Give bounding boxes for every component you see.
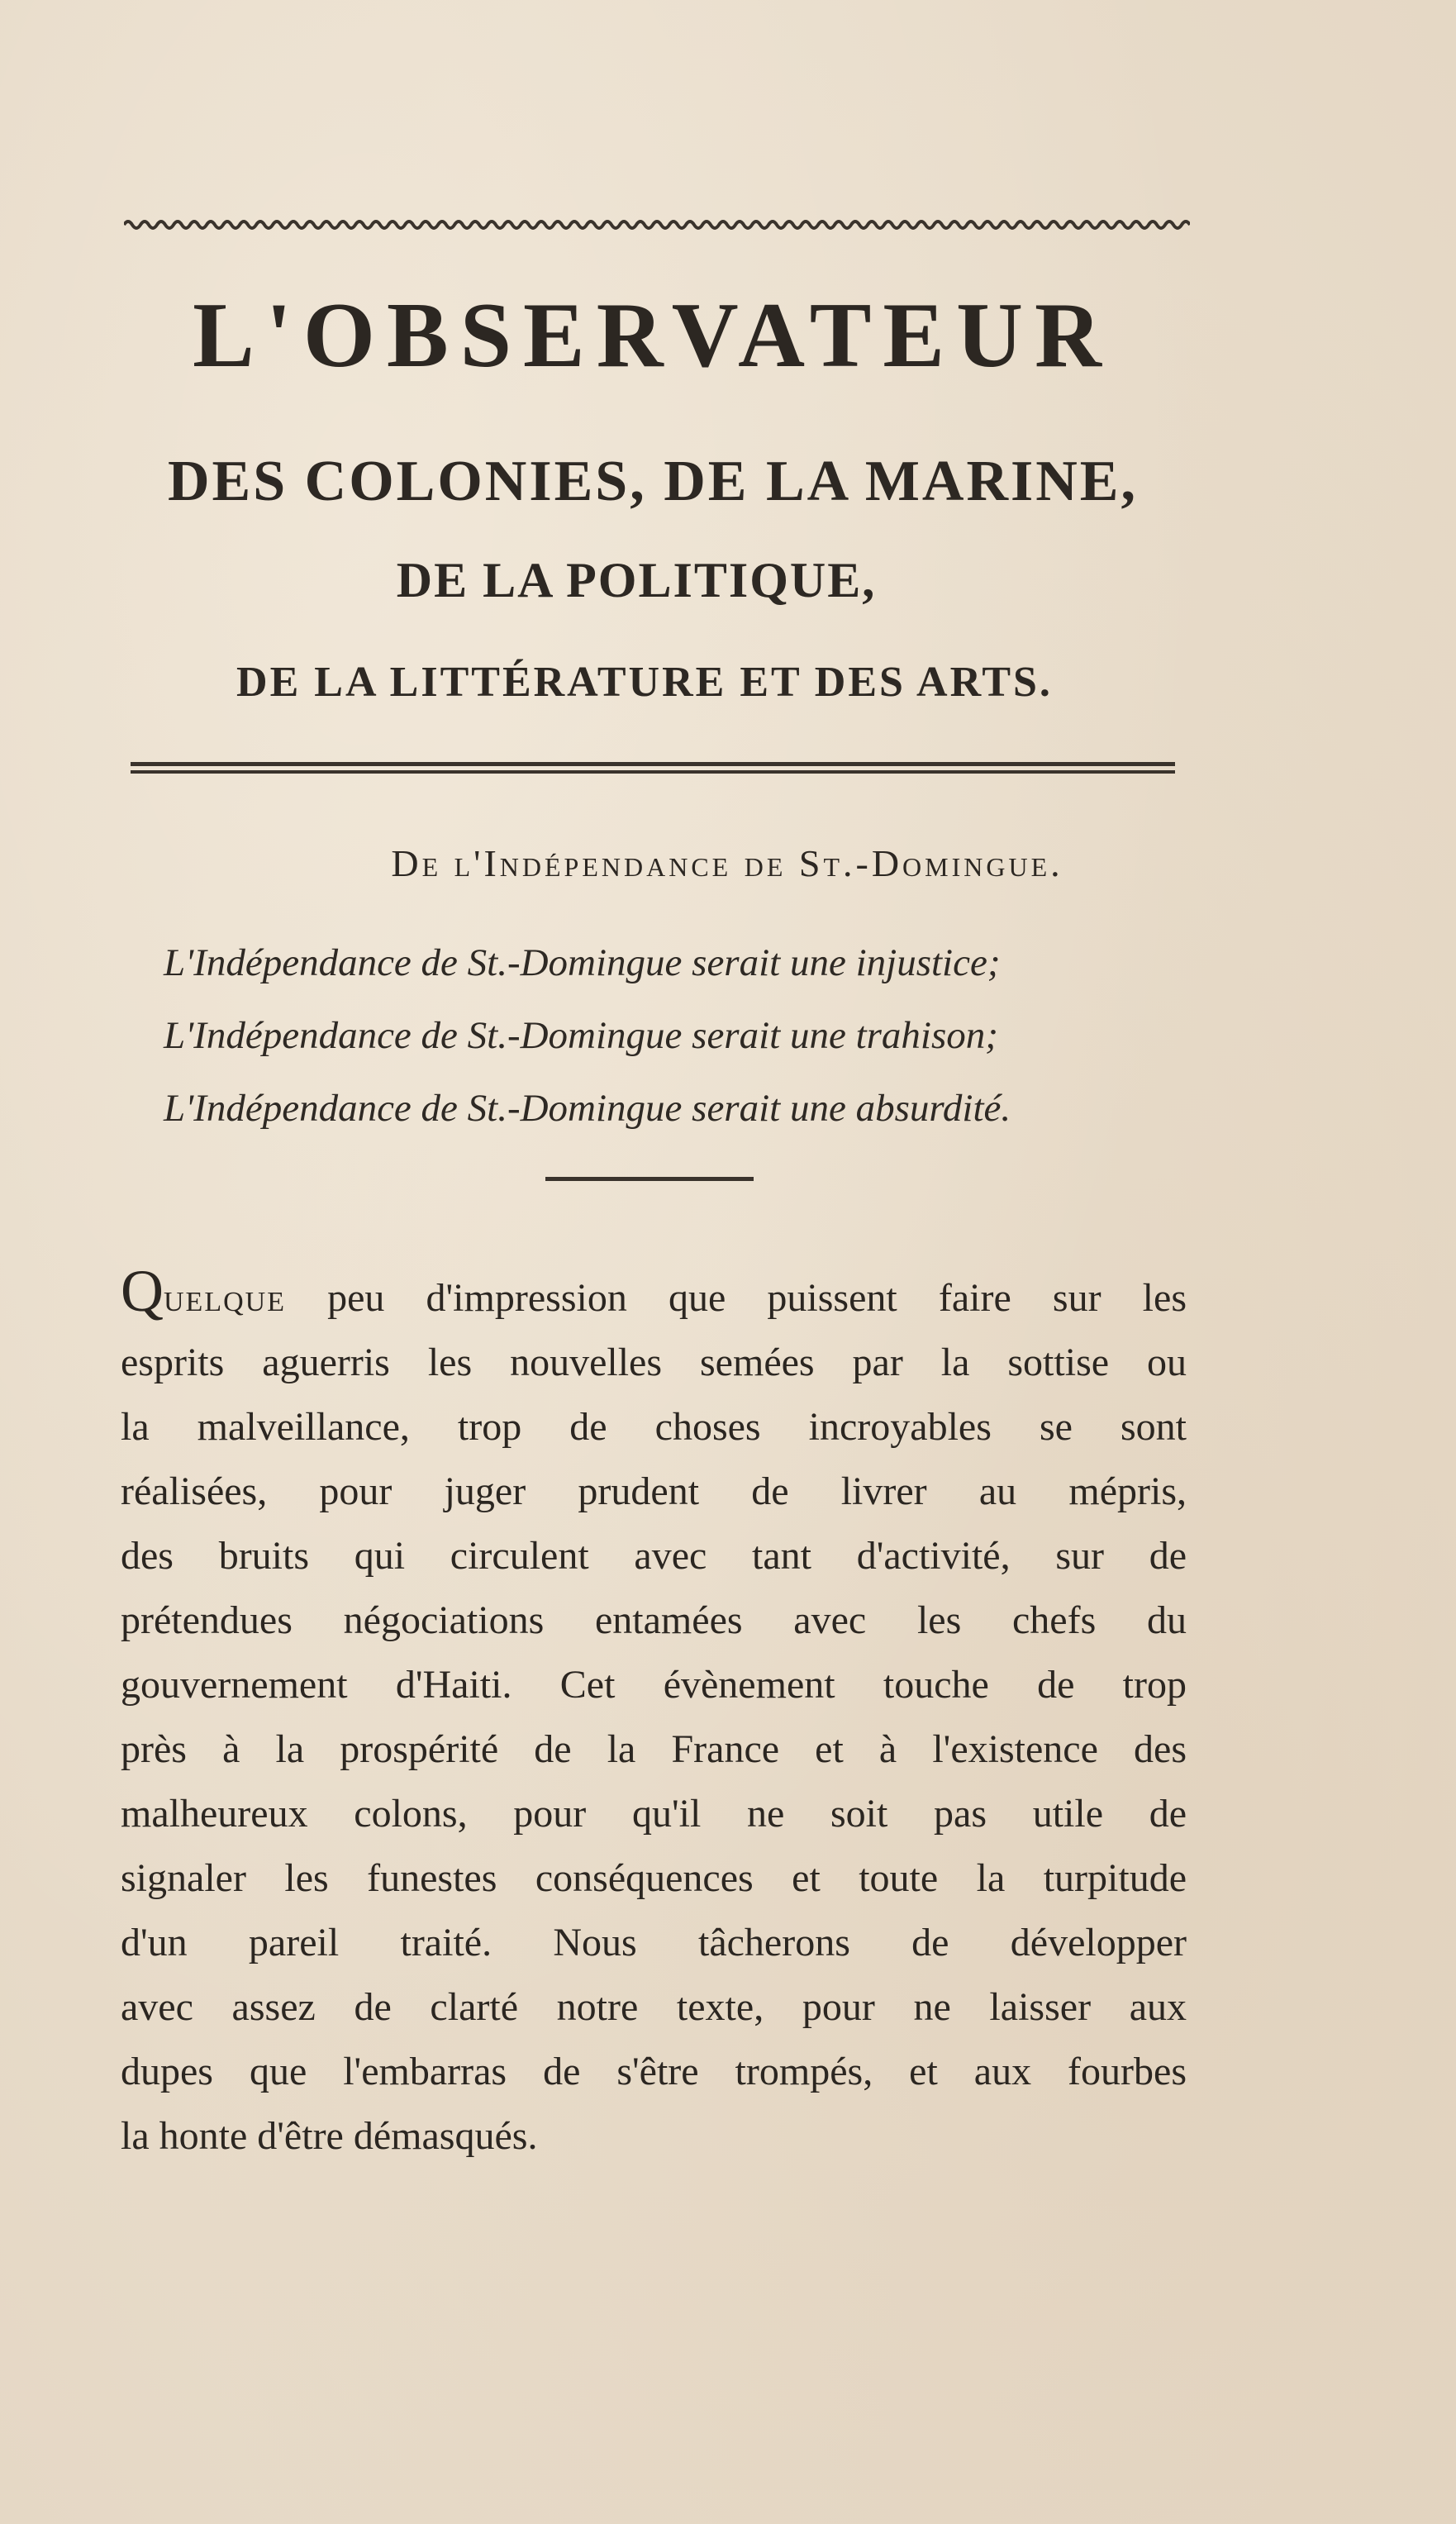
- article-heading: De l'Indépendance de St.-Domingue.: [391, 842, 1063, 884]
- body-line: gouvernement d'Haiti. Cet évènement touche de trop: [121, 1663, 1187, 1707]
- short-divider-rule: [545, 1177, 754, 1181]
- epigraph-line: L'Indépendance de St.-Domingue serait une injustice;: [164, 941, 1001, 984]
- rule-line-top: [131, 762, 1175, 766]
- double-rule-divider: [131, 762, 1175, 775]
- body-line: des bruits qui circulent avec tant d'activité, sur de: [121, 1534, 1187, 1578]
- body-line: avec assez de clarté notre texte, pour ne laisser aux: [121, 1985, 1187, 2029]
- masthead-subtitle-line2: DE LA POLITIQUE,: [396, 553, 877, 607]
- ornamental-wavy-rule: [124, 217, 1190, 233]
- rule-line-bottom: [131, 770, 1175, 774]
- body-line: la honte d'être démasqués.: [121, 2114, 538, 2158]
- drop-cap: Q: [121, 1258, 164, 1324]
- body-line: esprits aguerris les nouvelles semées par la sottise ou: [121, 1341, 1187, 1384]
- body-line: dupes que l'embarras de s'être trompés, et aux fourbes: [121, 2050, 1187, 2093]
- body-line: signaler les funestes conséquences et toute la turpitude: [121, 1856, 1187, 1900]
- masthead-title: L'OBSERVATEUR: [193, 284, 1113, 387]
- body-line: [121, 1258, 1187, 1331]
- body-line: réalisées, pour juger prudent de livrer au mépris,: [121, 1469, 1187, 1513]
- body-line: la malveillance, trop de choses incroyables se sont: [121, 1405, 1187, 1449]
- body-line: prétendues négociations entamées avec les chefs du: [121, 1598, 1187, 1642]
- opening-word-smallcaps: uelque: [164, 1276, 286, 1320]
- masthead-subtitle-line3: DE LA LITTÉRATURE ET DES ARTS.: [236, 659, 1053, 706]
- masthead-subtitle-line1: DES COLONIES, DE LA MARINE,: [168, 450, 1138, 513]
- epigraph-line: L'Indépendance de St.-Domingue serait une absurdité.: [164, 1087, 1011, 1130]
- body-line: malheureux colons, pour qu'il ne soit pas utile de: [121, 1792, 1187, 1836]
- body-line-text: peu d'impression que puissent faire sur les: [285, 1276, 1187, 1320]
- body-line: d'un pareil traité. Nous tâcherons de développer: [121, 1921, 1187, 1964]
- epigraph-line: L'Indépendance de St.-Domingue serait une trahison;: [164, 1014, 998, 1057]
- body-line: près à la prospérité de la France et à l'existence des: [121, 1727, 1187, 1771]
- article-body: [121, 1258, 1187, 2169]
